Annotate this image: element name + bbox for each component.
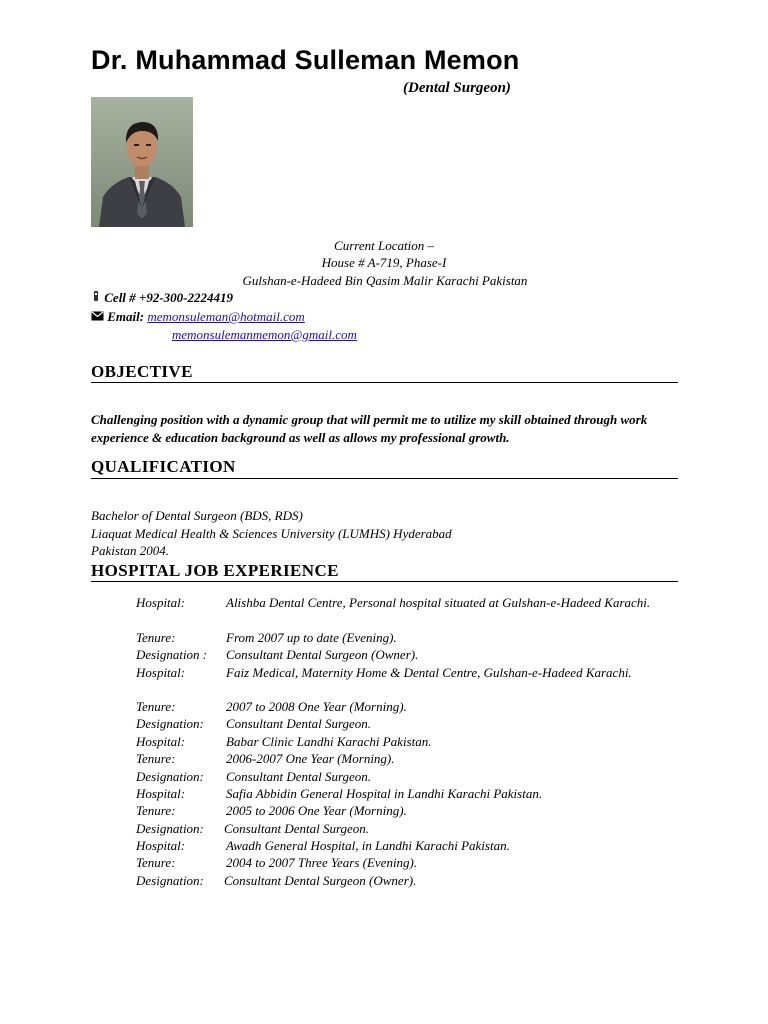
email-block: [91, 308, 305, 325]
job-row-value: Babar Clinic Landhi Karachi Pakistan.: [226, 734, 432, 749]
email-second: [172, 326, 357, 343]
email-link-gmail[interactable]: memonsulemanmemon@gmail.com: [172, 327, 357, 342]
profile-photo-image: [91, 97, 193, 227]
envelope-icon: [91, 308, 104, 325]
experience-divider: [91, 581, 678, 582]
job-row-value: From 2007 up to date (Evening).: [226, 630, 397, 645]
objective-divider: [91, 382, 678, 383]
job-row-label: Tenure:: [136, 803, 176, 818]
job-row-label: Tenure:: [136, 751, 176, 766]
job-row-value: 2006-2007 One Year (Morning).: [226, 751, 395, 766]
job-row-value: Consultant Dental Surgeon (Owner).: [224, 873, 417, 888]
job-row-label: Designation:: [136, 873, 204, 888]
job-row-value: Faiz Medical, Maternity Home & Dental Centre, Gulshan-e-Hadeed Karachi.: [226, 665, 632, 680]
job-row-value: Consultant Dental Surgeon (Owner).: [226, 647, 419, 662]
candidate-name: Dr. Muhammad Sulleman Memon: [91, 45, 520, 75]
qualification-divider: [91, 478, 678, 479]
cell-number-text: Cell # +92-300-2224419: [104, 290, 233, 305]
job-row-label: Tenure:: [136, 630, 176, 645]
job-row-value: Consultant Dental Surgeon.: [224, 821, 370, 836]
job-row-label: Hospital:: [136, 786, 186, 801]
job-row-label: Hospital:: [136, 734, 186, 749]
job-row-label: Hospital:: [136, 595, 186, 610]
job-row-label: Designation:: [136, 821, 204, 836]
job-row-value: 2007 to 2008 One Year (Morning).: [226, 699, 407, 714]
location-line-3: Gulshan-e-Hadeed Bin Qasim Malir Karachi Pakistan: [242, 273, 528, 288]
job-row-label: Hospital:: [136, 665, 186, 680]
qualification-university: Liaquat Medical Health & Sciences University (LUMHS) Hyderabad: [91, 526, 452, 541]
profession-subtitle: (Dental Surgeon): [403, 80, 511, 96]
qualification-heading: QUALIFICATION: [91, 457, 236, 476]
job-row-value: Consultant Dental Surgeon.: [226, 716, 372, 731]
experience-heading: HOSPITAL JOB EXPERIENCE: [91, 561, 339, 580]
job-row-label: Tenure:: [136, 699, 176, 714]
qualification-degree: Bachelor of Dental Surgeon (BDS, RDS): [91, 508, 303, 523]
job-row-value: Safia Abbidin General Hospital in Landhi Karachi Pakistan.: [226, 786, 543, 801]
objective-heading: OBJECTIVE: [91, 362, 193, 381]
profile-photo: [91, 97, 193, 227]
job-row-label: Designation:: [136, 716, 204, 731]
cell-number: [91, 289, 233, 306]
job-row-value: Alishba Dental Centre, Personal hospital situated at Gulshan-e-Hadeed Karachi.: [226, 595, 651, 610]
job-row-value: 2004 to 2007 Three Years (Evening).: [226, 855, 418, 870]
email-link-hotmail[interactable]: memonsuleman@hotmail.com: [147, 309, 305, 324]
location-line-1: Current Location –: [334, 238, 434, 253]
job-row-label: Tenure:: [136, 855, 176, 870]
job-row-label: Hospital:: [136, 838, 186, 853]
qualification-year: Pakistan 2004.: [91, 543, 169, 558]
job-row-label: Designation :: [136, 647, 208, 662]
email-label: Email:: [107, 309, 145, 324]
phone-icon: [91, 289, 101, 306]
job-row-value: Consultant Dental Surgeon.: [226, 769, 372, 784]
location-line-2: House # A-719, Phase-I: [321, 255, 447, 270]
job-row-value: 2005 to 2006 One Year (Morning).: [226, 803, 407, 818]
job-row-label: Designation:: [136, 769, 204, 784]
job-row-value: Awadh General Hospital, in Landhi Karachi Pakistan.: [226, 838, 510, 853]
objective-text: Challenging position with a dynamic group that will permit me to utilize my skill obtained through work experience & education background as well as allows my professional growth.: [91, 412, 648, 445]
